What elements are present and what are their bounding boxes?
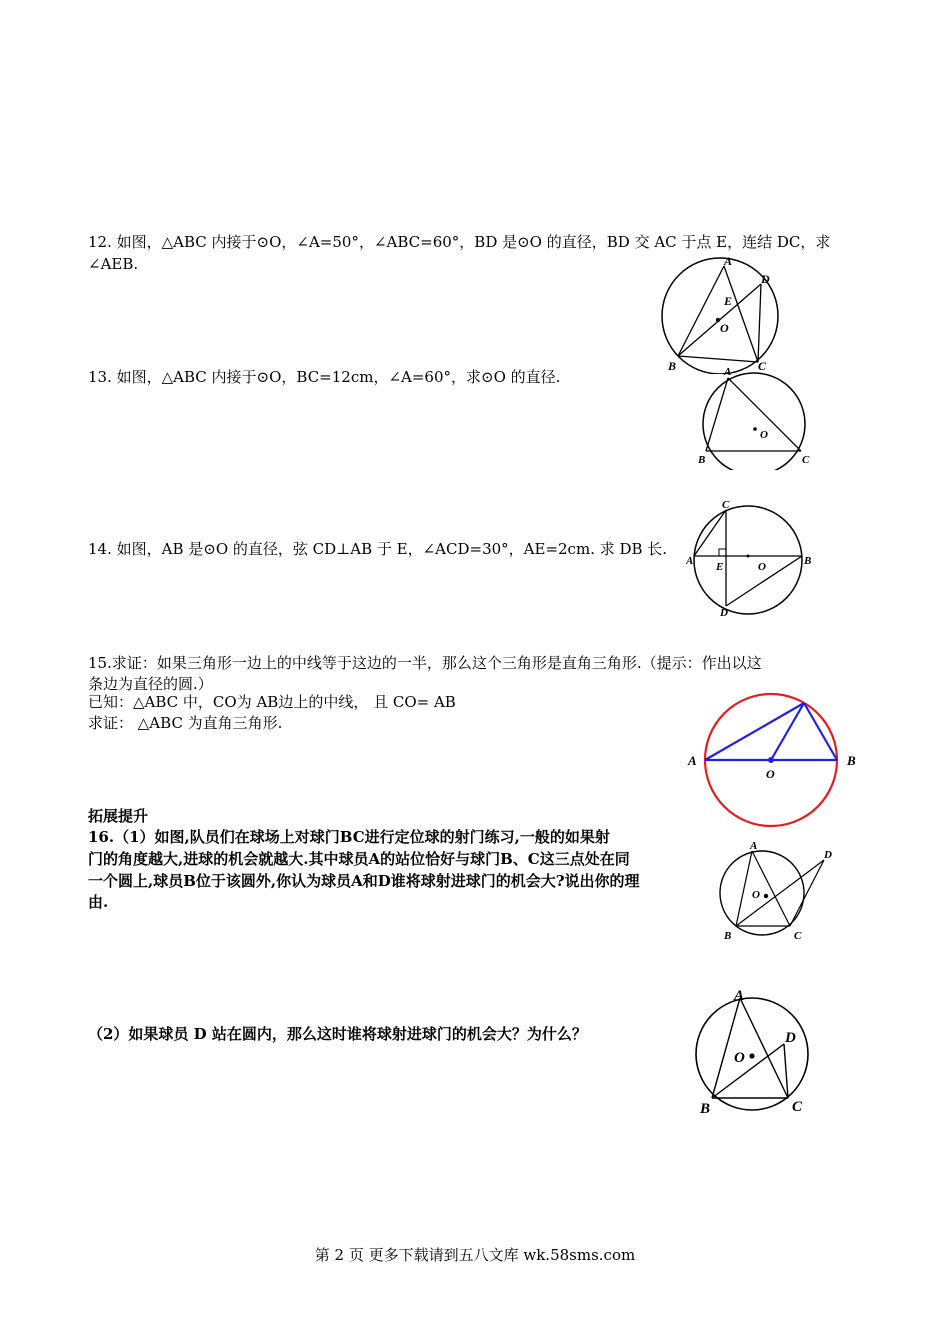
q15-label-a: A	[688, 753, 697, 768]
q14-label-c: C	[722, 499, 730, 511]
q13-circle	[703, 373, 805, 470]
q14-text: 14. 如图，AB 是⊙O 的直径，弦 CD⊥AB 于 E，∠ACD=30°，AE=2cm. 求 DB 长.	[88, 540, 668, 558]
q13-label-b: B	[698, 454, 706, 466]
q16-part2: （2）如果球员 D 站在圆内，那么这时谁将球射进球门的机会大？为什么？	[88, 1025, 587, 1043]
q12-label-e: E	[724, 294, 733, 308]
q16-1-label-b: B	[724, 930, 732, 942]
q14-right-angle	[719, 549, 726, 556]
q14-label-e: E	[716, 561, 724, 573]
q12-label-o: O	[720, 321, 729, 335]
q16-1-line-cd	[790, 860, 824, 926]
q16-part1-line1: 16.（1）如图,队员们在球场上对球门BC进行定位球的射门练习,一般的如果射	[88, 828, 610, 846]
q12-line-dc	[758, 284, 761, 362]
q16-1-label-a: A	[750, 840, 758, 852]
q15-text-line1: 15.求证：如果三角形一边上的中线等于这边的一半，那么这个三角形是直角三角形.（提示：作出以这	[88, 654, 762, 672]
q16-figure-1	[712, 836, 838, 948]
q15-center-dot	[768, 757, 774, 763]
q12-label-c: C	[758, 359, 767, 373]
q13-label-a: A	[724, 366, 732, 378]
q14-circle	[694, 506, 802, 614]
q12-label-b: B	[668, 359, 677, 373]
q12-line-ac	[724, 266, 758, 362]
q12-line-ab	[678, 266, 724, 356]
q15-label-o: O	[766, 767, 775, 781]
q16-2-label-b: B	[700, 1101, 711, 1117]
q16-part1-line2: 门的角度越大,进球的机会就越大.其中球员A的站位恰好与球门B、C这三点处在同	[88, 850, 630, 868]
q16-1-line-ab	[736, 851, 752, 926]
q16-2-label-o: O	[734, 1050, 745, 1066]
q16-1-label-o: O	[752, 889, 760, 901]
q13-label-o: O	[760, 429, 768, 441]
q12-text-line1: 12. 如图，△ABC 内接于⊙O，∠A=50°，∠ABC=60°，BD 是⊙O 的直径，BD 交 AC 于点 E，连结 DC，求	[88, 233, 831, 251]
q15-given: 已知：△ABC 中，CO为 AB边上的中线， 且 CO= AB	[88, 693, 456, 711]
q14-center-dot	[747, 555, 750, 558]
q15-figure	[680, 690, 870, 834]
q16-2-label-c: C	[792, 1099, 803, 1115]
q16-2-line-bd	[712, 1044, 784, 1098]
q16-part1-line3: 一个圆上,球员B位于该圆外,你认为球员A和D谁将球射进球门的机会大?说出你的理	[88, 872, 640, 890]
page-footer: 第 2 页 更多下载请到五八文库 wk.58sms.com	[314, 1246, 636, 1264]
q16-2-label-d: D	[785, 1030, 796, 1046]
q16-figure-2	[688, 984, 828, 1120]
q15-line-cb	[804, 703, 837, 760]
q16-1-center-dot	[764, 894, 768, 898]
q16-2-center-dot	[749, 1053, 754, 1058]
extension-heading: 拓展提升	[88, 807, 149, 825]
q15-line-ac	[705, 703, 804, 760]
q12-label-d: D	[761, 272, 770, 286]
q16-part1-line4: 由.	[88, 893, 109, 911]
q16-2-line-ac	[740, 998, 788, 1098]
q12-label-a: A	[724, 254, 733, 268]
q14-figure	[686, 498, 818, 618]
q14-label-o: O	[758, 561, 766, 573]
q13-figure	[692, 362, 820, 470]
q12-text-line2: ∠AEB.	[88, 255, 139, 273]
q16-1-line-bd	[736, 860, 824, 926]
q13-label-c: C	[802, 454, 810, 466]
q12-figure	[658, 252, 790, 374]
q13-text: 13. 如图，△ABC 内接于⊙O，BC=12cm，∠A=60°，求⊙O 的直径.	[88, 368, 561, 386]
q13-center-dot	[753, 427, 757, 431]
q14-label-d: D	[720, 607, 728, 618]
q15-label-b: B	[847, 753, 856, 768]
q15-prove: 求证： △ABC 为直角三角形.	[88, 714, 283, 732]
q15-text-line2: 条边为直径的圆.）	[88, 675, 213, 693]
q14-label-a: A	[686, 555, 694, 567]
q16-2-line-ab	[712, 998, 740, 1098]
q16-1-label-c: C	[794, 930, 802, 942]
q14-label-b: B	[804, 555, 812, 567]
q16-2-label-a: A	[734, 988, 745, 1004]
q16-1-label-d: D	[824, 849, 832, 861]
